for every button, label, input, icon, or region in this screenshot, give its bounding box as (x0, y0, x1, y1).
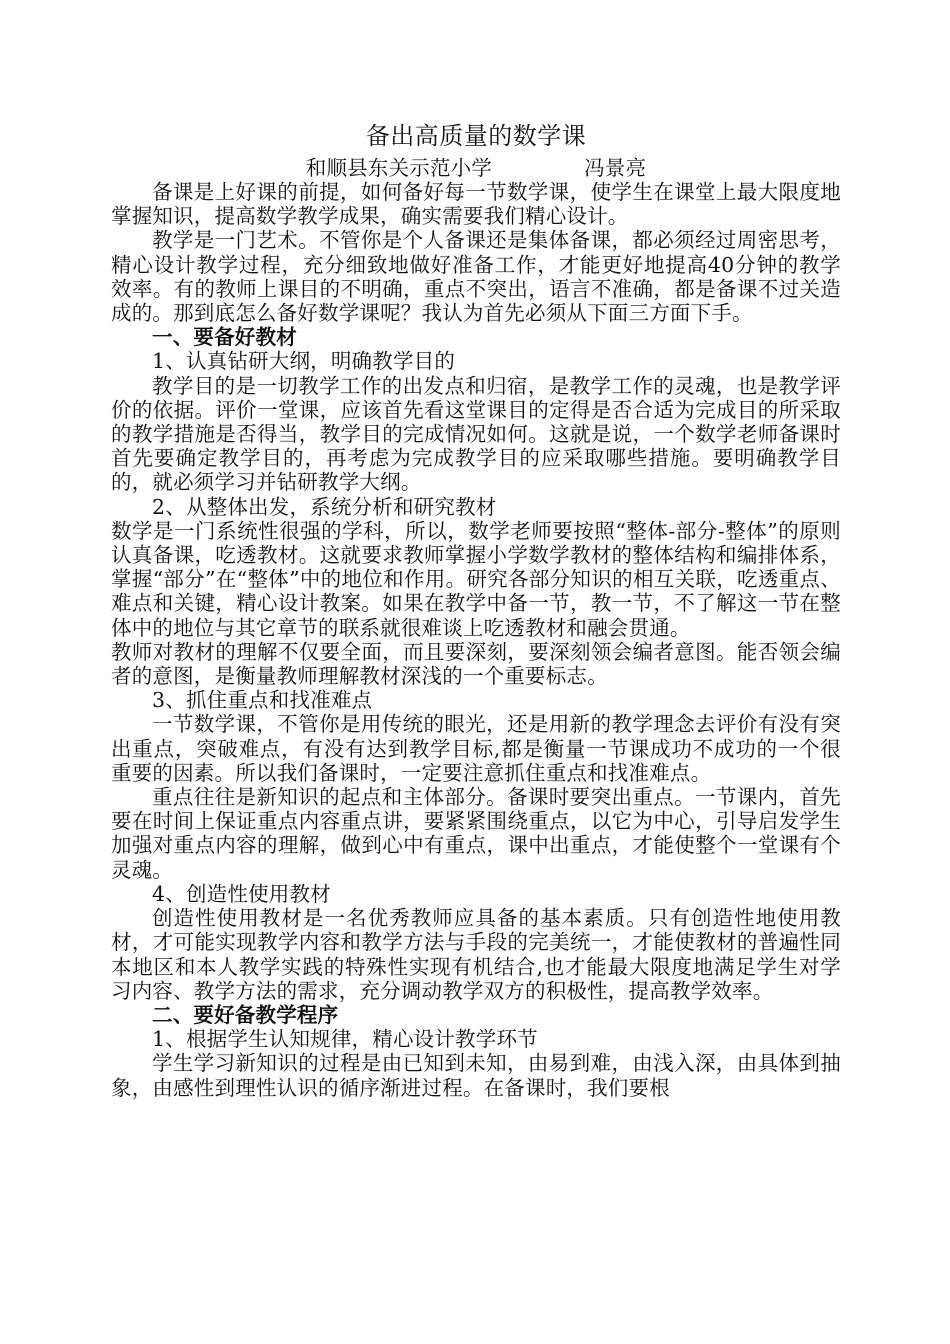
paragraph: 重点往往是新知识的起点和主体部分。备课时要突出重点。一节课内，首先要在时间上保证重点内容重点讲，要紧紧围绕重点，以它为中心，引导启发学生加强对重点内容的理解，做到心中有重点，课中出重点，才能使整个一堂课有个灵魂。 (111, 785, 841, 882)
paragraph: 学生学习新知识的过程是由已知到未知，由易到难，由浅入深，由具体到抽象，由感性到理性认识的循序渐进过程。在备课时，我们要根 (111, 1051, 841, 1100)
paragraph: 教师对教材的理解不仅要全面，而且要深刻，要深刻领会编者意图。能否领会编者的意图，是衡量教师理解教材深浅的一个重要标志。 (111, 639, 841, 689)
paragraph: 一节数学课，不管你是用传统的眼光，还是用新的教学理念去评价有没有突出重点，突破难点，有没有达到教学目标,都是衡量一节课成功不成功的一个很重要的因素。所以我们备课时，一定要注意抓住重点和找准难点。 (111, 712, 841, 785)
subsection-heading: 1、根据学生认知规律，精心设计教学环节 (152, 1027, 538, 1052)
byline-author: 冯景亮 (584, 156, 647, 180)
byline (111, 156, 841, 180)
subsection-heading: 3、抓住重点和找准难点 (152, 688, 373, 713)
subsection-heading: 4、创造性使用教材 (152, 881, 331, 906)
subsection-heading: 1、认真钻研大纲，明确教学目的 (152, 349, 456, 374)
paragraph: 教学是一门艺术。不管你是个人备课还是集体备课，都必须经过周密思考，精心设计教学过程，充分细致地做好准备工作，才能更好地提高40分钟的教学效率。有的教师上课目的不明确，重点不突出，语言不准确，都是备课不过关造成的。那到底怎么备好数学课呢？我认为首先必须从下面三方面下手。 (111, 228, 841, 326)
paragraph: 备课是上好课的前提，如何备好每一节数学课，使学生在课堂上最大限度地掌握知识，提高数学教学成果，确实需要我们精心设计。 (111, 180, 841, 229)
paragraph: 教学目的是一切教学工作的出发点和归宿，是教学工作的灵魂，也是教学评价的依据。评价一堂课，应该首先看这堂课目的定得是否合适为完成目的所采取的教学措施是否得当，教学目的完成情况如何。这就是说，一个数学老师备课时首先要确定教学目的，再考虑为完成教学目的应采取哪些措施。要明确教学目的，就必须学习并钻研教学大纲。 (111, 373, 841, 495)
paragraph: 创造性使用教材是一名优秀教师应具备的基本素质。只有创造性地使用教材，才可能实现教学内容和教学方法与手段的完美统一，才能使教材的普遍性同本地区和本人教学实践的特殊性实现有机结合,也才能最大限度地满足学生对学习内容、教学方法的需求，充分调动教学双方的积极性，提高教学效率。 (111, 906, 841, 1003)
section-heading: 一、要备好教材 (152, 325, 297, 350)
section-heading: 二、要好备教学程序 (152, 1002, 339, 1027)
byline-school: 和顺县东关示范小学 (305, 156, 493, 180)
document-page (111, 120, 841, 1100)
document-title: 备出高质量的数学课 (365, 122, 587, 150)
subsection-heading: 2、从整体出发，系统分析和研究教材 (152, 494, 497, 519)
paragraph: 数学是一门系统性很强的学科，所以，数学老师要按照“整体-部分-整体”的原则认真备课，吃透教材。这就要求教师掌握小学数学教材的整体结构和编排体系，掌握“部分”在“整体”中的地位和作用。研究各部分知识的相互关联，吃透重点、难点和关键，精心设计教案。如果在教学中备一节，教一节，不了解这一节在整体中的地位与其它章节的联系就很难谈上吃透教材和融会贯通。 (111, 518, 841, 640)
